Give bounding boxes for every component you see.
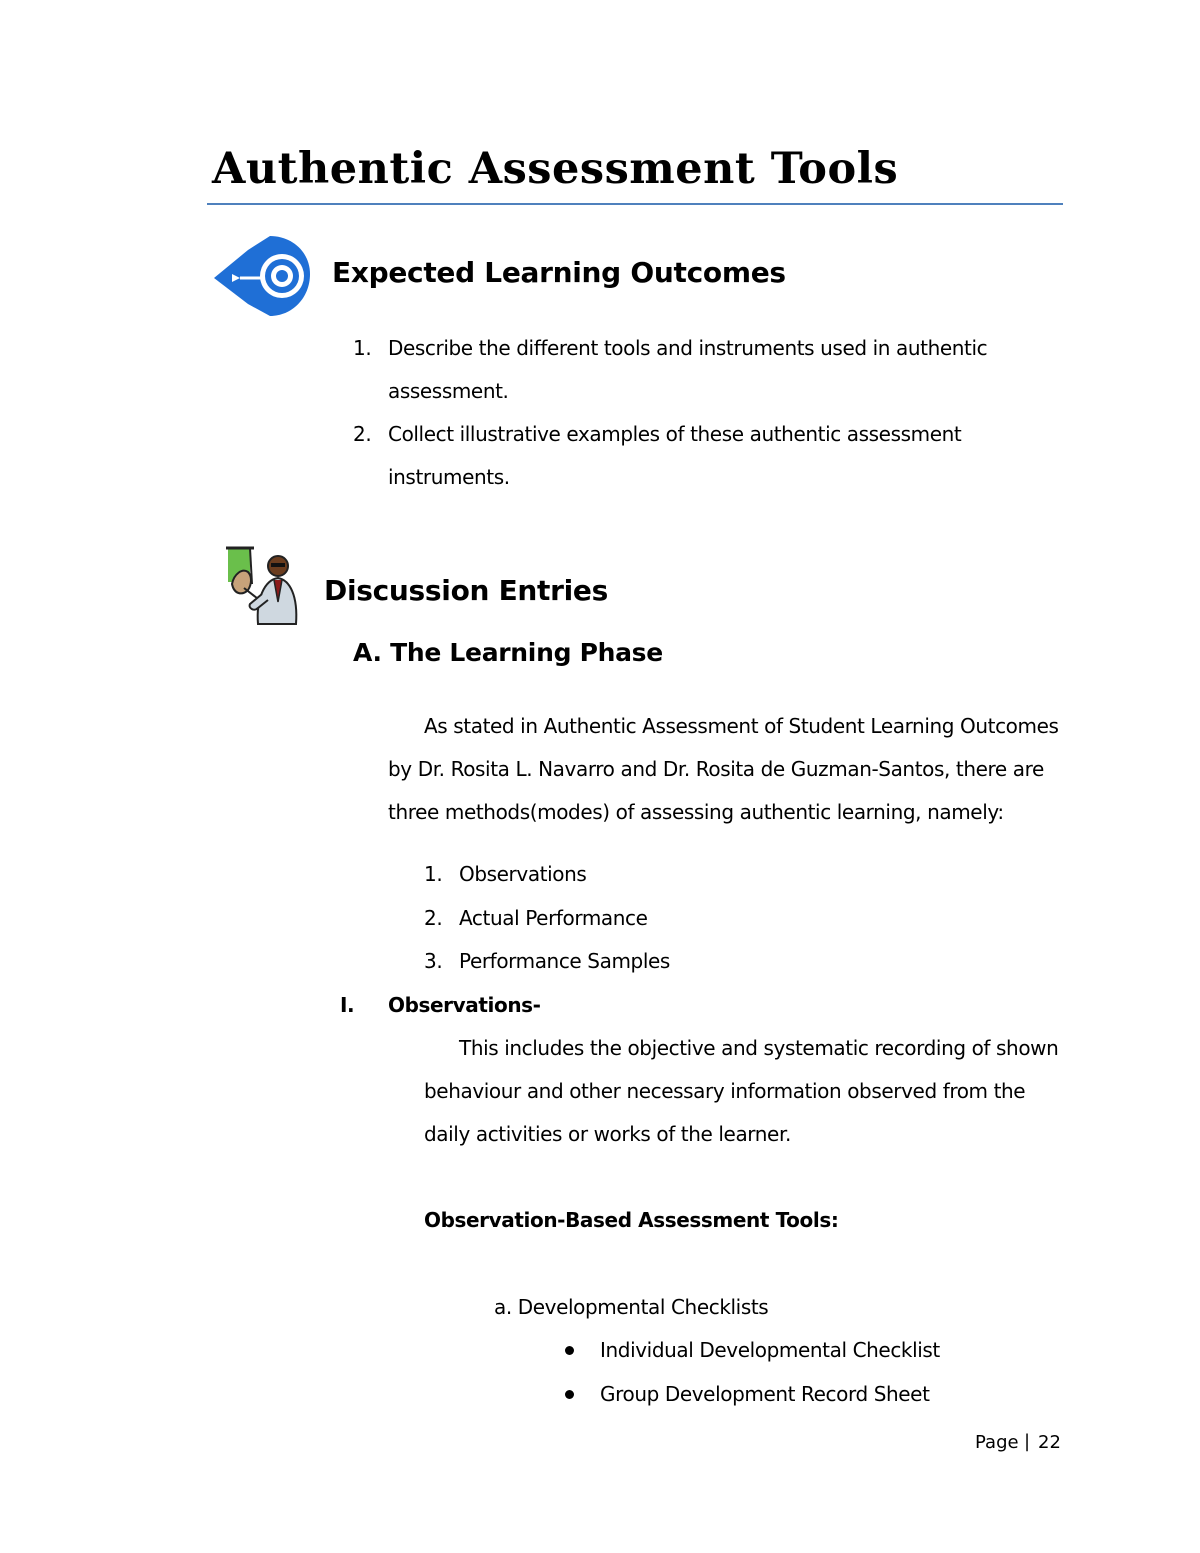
method-3-number: 3. [424,949,443,973]
title-underline [207,203,1063,205]
outcome-2-line2: instruments. [388,465,510,489]
outcome-1-line1: Describe the different tools and instruments used in authentic [388,336,988,360]
footer-page-number: 22 [1038,1432,1061,1453]
target-icon [212,232,312,318]
bullet-icon [565,1390,574,1399]
footer-separator: | [1024,1431,1031,1452]
outcome-1-line2: assessment. [388,379,509,403]
outcomes-heading: Expected Learning Outcomes [332,256,786,289]
section-number: I. [340,993,355,1017]
outcome-1-number: 1. [353,336,372,360]
discussion-heading: Discussion Entries [324,574,608,607]
learning-phase-heading: A. The Learning Phase [353,638,663,667]
outcome-2-line1: Collect illustrative examples of these authentic assessment [388,422,962,446]
paragraph-line-2: by Dr. Rosita L. Navarro and Dr. Rosita de Guzman-Santos, there are [388,757,1044,781]
paragraph-line-3: three methods(modes) of assessing authentic learning, namely: [388,800,1004,824]
bullet-item-2: Group Development Record Sheet [600,1382,930,1406]
method-2-number: 2. [424,906,443,930]
footer-page-label: Page [975,1432,1019,1453]
tools-heading: Observation-Based Assessment Tools: [424,1208,839,1232]
paragraph-line-1: As stated in Authentic Assessment of Student Learning Outcomes [424,714,1059,738]
section-title: Observations- [388,993,541,1017]
bullet-item-1: Individual Developmental Checklist [600,1338,940,1362]
method-2-text: Actual Performance [459,906,648,930]
method-1-number: 1. [424,862,443,886]
sub-item: a. Developmental Checklists [494,1295,769,1319]
bullet-icon [565,1346,574,1355]
method-3-text: Performance Samples [459,949,670,973]
outcome-2-number: 2. [353,422,372,446]
teacher-pointer-icon [222,544,300,628]
page-title: Authentic Assessment Tools [212,144,899,194]
section-text-line-2: behaviour and other necessary information observed from the [424,1079,1026,1103]
section-text-line-3: daily activities or works of the learner. [424,1122,791,1146]
method-1-text: Observations [459,862,587,886]
section-text-line-1: This includes the objective and systematic recording of shown [459,1036,1059,1060]
